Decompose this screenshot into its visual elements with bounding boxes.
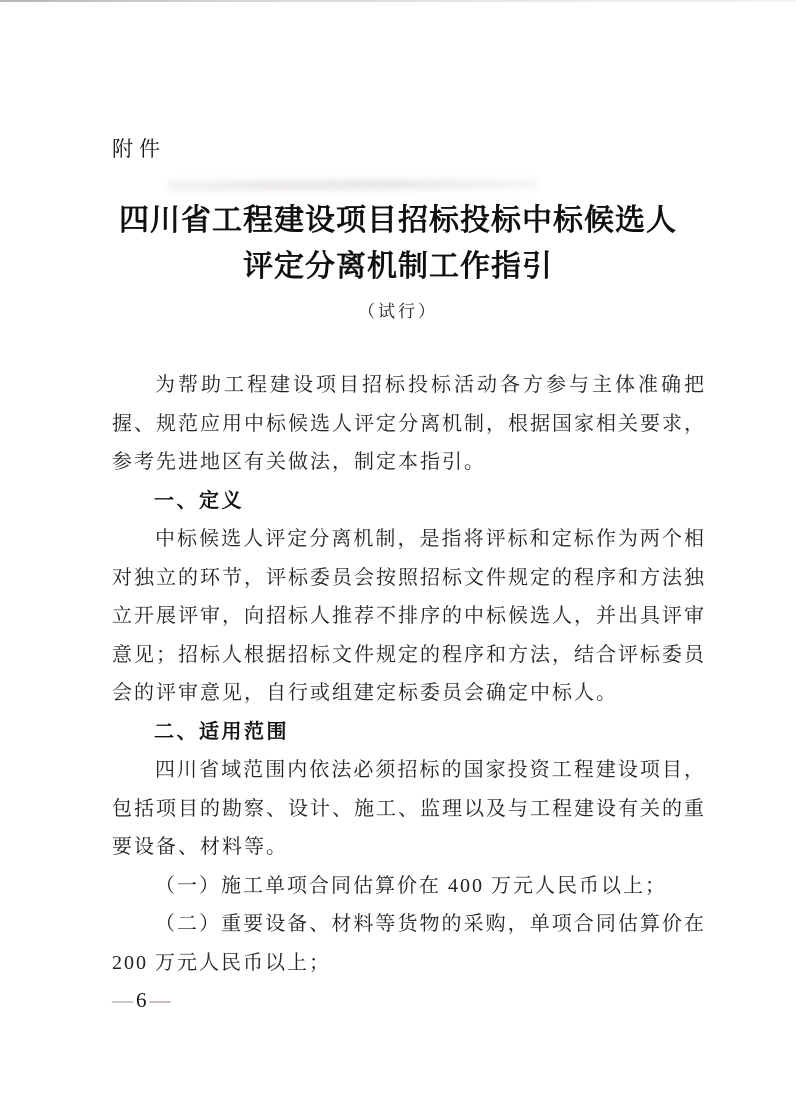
document-title: [0, 198, 796, 290]
section-1-heading: 一、定义: [154, 489, 244, 512]
scan-edge-artifact: [0, 0, 796, 2]
page-number-value: 6: [136, 988, 148, 1012]
document-title-line2: 评定分离机制工作指引: [243, 250, 553, 283]
attachment-label: 附件: [112, 138, 166, 161]
document-body: [112, 366, 706, 982]
document-subtitle: （试行）: [358, 302, 438, 321]
intro-paragraph: 为帮助工程建设项目招标投标活动各方参与主体准确把握、规范应用中标候选人评定分离机制，根据国家相关要求，参考先进地区有关做法，制定本指引。: [112, 374, 706, 473]
list-item-1: （一）施工单项合同估算价在 400 万元人民币以上；: [155, 874, 667, 897]
page-number-dash-left: —: [112, 988, 134, 1012]
document-title-line1: 四川省工程建设项目招标投标中标候选人: [119, 204, 677, 237]
section-2-paragraph: 四川省域范围内依法必须招标的国家投资工程建设项目，包括项目的勘察、设计、施工、监理以及与工程建设有关的重要设备、材料等。: [112, 759, 706, 858]
list-item-2: （二）重要设备、材料等货物的采购，单项合同估算价在 200 万元人民币以上；: [112, 913, 706, 974]
page-number: [112, 988, 172, 1013]
scan-smudge-artifact: [168, 176, 538, 194]
page-number-dash-right: —: [149, 988, 172, 1012]
section-2-heading: 二、适用范围: [154, 720, 289, 743]
section-1-paragraph: 中标候选人评定分离机制，是指将评标和定标作为两个相对独立的环节，评标委员会按照招标文件规定的程序和方法独立开展评审，向招标人推荐不排序的中标候选人，并出具评审意见；招标人根据招标文件规定的程序和方法，结合评标委员会的评审意见，自行或组建定标委员会确定中标人。: [112, 528, 706, 704]
